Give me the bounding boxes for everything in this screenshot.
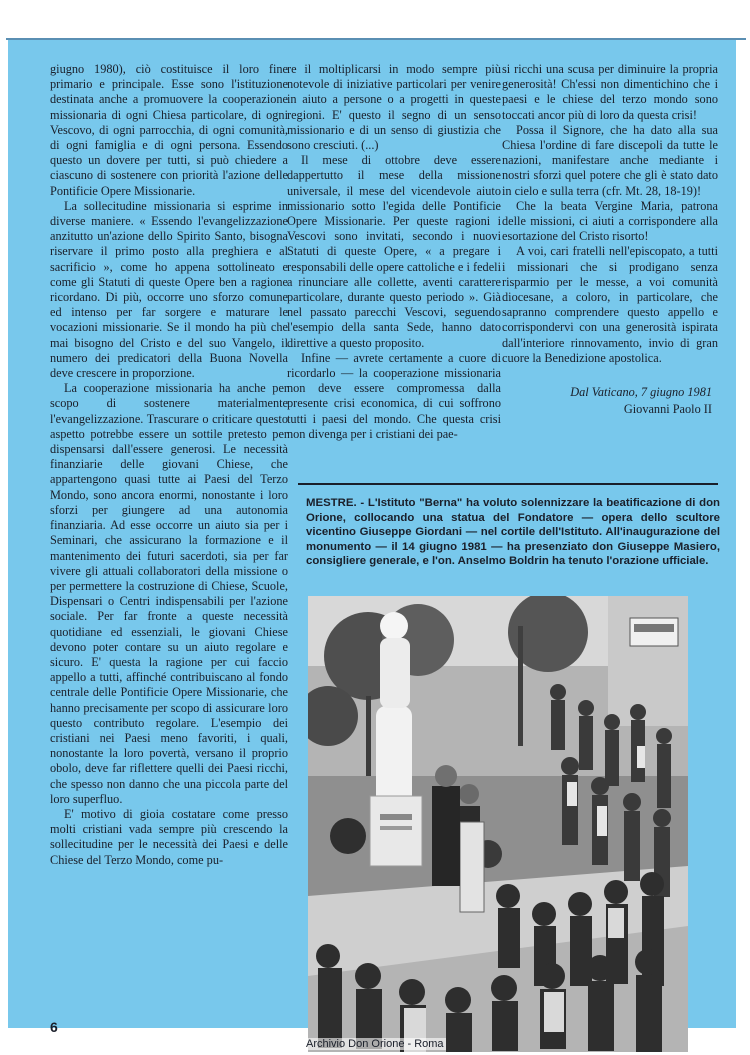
paragraph: si ricchi una scusa per diminuire la propria generosità! Ch'essi non dimentichino che i paesi e le chiese del terzo mondo sono toccati ancor più di loro da questa crisi! [502,62,718,122]
paragraph: La cooperazione missionaria ha anche per scopo di sostenere materialmente l'evangelizzazione. Trascurare o criticare questo aspetto potrebbe essere un sottile pretesto per dispensarsi dall'essere generosi. Le necessità finanziarie delle giovani Chiese, che appartengono quasi tutte ai Paesi del Terzo Mondo, sono ancora enormi, nonostante i loro sforzi per giungere ad una autonomia finanziaria. Ad esse occorre un aiuto sia per i Seminari, che assicurano la formazione e il mantenimento dei futuri sacerdoti, sia per far vivere gli attuali collaboratori della missione o per permettere la costruzione di Chiese, Scuole, Dispensari o Centri indispensabili per l'azione sociale. Per far fronte a queste necessità quotidiane ed essenziali, le giovani Chiese devono poter contare su un aiuto regolare e sicuro. E' questa la ragione per cui faccio appello a tutti, affinché contribuiscano al fondo centrale delle Pontificie Opere Missionarie, che hanno precisamente per scopo di assicurare loro questo contributo regolare. L'esempio dei cristiani nei Paesi meno favoriti, i quali, nonostante la loro povertà, versano il proprio obolo, deve far riflettere quelli dei Paesi ricchi, che spesso non danno che una piccola parte del loro superfluo. [50,381,288,806]
paragraph: La sollecitudine missionaria si esprime in diverse maniere. « Essendo l'evangelizzazione anzitutto un'azione dello Spirito Santo, bisogna riservare il primo posto alla preghiera e al sacrificio », come ho appena sottolineato e come gli Statuti di queste Opere ben a ragione ricordano. Di più, occorre uno sforzo comune ed intenso per far sorgere e maturare le vocazioni missionarie. Se il mondo ha più che mai bisogno del Cristo e del suo Vangelo, il numero dei predicatori della Buona Novella deve crescere in proporzione. [50,198,288,381]
paragraph: Possa il Signore, che ha dato alla sua Chiesa l'ordine di fare discepoli da tutte le nazioni, manifestare anche mediante i nostri sforzi quel potere che gli è stato dato in cielo e sulla terra (cfr. Mt. 28, 18-19)! [502,122,718,198]
article-column-1 [50,62,288,868]
paragraph: re il moltiplicarsi in modo sempre più notevole di iniziative particolari per venire in aiuto a persone o a progetti in queste regioni. E' questo il segno di un senso missionario e di un senso di giustizia che sono cresciuti. (...) [287,62,501,153]
paragraph: Che la beata Vergine Maria, patrona delle missioni, ci aiuti a corrispondere alla esortazione del Cristo risorto! [502,198,718,244]
signature-name: Giovanni Paolo II [623,402,712,416]
paragraph: A voi, cari fratelli nell'episcopato, a tutti i missionari che si prodigano senza risparmio per le messe, a voi comunità diocesane, a coloro, in particolare, che sapranno comprendere questo appello e corrispondervi con una generosità ispirata dall'interiore rinnovamento, invio di gran cuore la Benedizione apostolica. [502,244,718,365]
article-column-3 [502,62,718,366]
paragraph: Infine — avrete certamente a cuore di ricordarlo — la cooperazione missionaria non deve essere compromessa dalla presente crisi economica, di cui soffrono tutti i paesi del mondo. Che questa crisi non divenga per i cristiani dei pae- [287,350,501,441]
caption-divider [298,483,718,485]
paragraph: E' motivo di gioia costatare come presso molti cristiani vada sempre più crescendo la sollecitudine per le necessità dei Paesi e delle Chiese del Terzo Mondo, come pu- [50,806,288,867]
article-column-2 [287,62,501,442]
paragraph: giugno 1980), ciò costituisce il loro fine primario e principale. Esse sono l'istituzione destinata anche a promuovere la cooperazione missionaria di ogni Chiesa particolare, di ogni Vescovo, di ogni parrocchia, di ogni comunità, di ogni famiglia e di ogni persona. Essendo questo un dovere per tutti, si può chiedere a ciascuno di sostenere con priorità l'azione delle Pontificie Opere Missionarie. [50,62,288,198]
statue-inauguration-photo [308,596,688,1052]
photo-caption: MESTRE. - L'Istituto "Berna" ha voluto solennizzare la beatificazione di don Orione, collocando una statua del Fondatore — opera dello scultore vicentino Giuseppe Giordani — nel cortile dell'Istituto. All'inaugurazione del monumento — il 14 giugno 1981 — ha presenziato don Giuseppe Masiero, consigliere generale, e l'on. Anselmo Boldrin ha tenuto l'orazione ufficiale. [306,497,720,568]
paragraph: Il mese di ottobre deve essere dappertutto il mese della missione universale, il mese del vicendevole aiuto missionario sotto l'egida delle Pontificie Opere Missionarie. Per queste ragioni i Vescovi sono invitati, secondo i nuovi Statuti di queste Opere, « a pregare i responsabili delle opere cattoliche e i fedeli a rinunciare alle collette, aventi carattere particolare, durante questo periodo ». Già nel passato parecchi Vescovi, seguendo l'esempio della santa Sede, hanno dato direttive a questo proposito. [287,153,501,350]
page-number: 6 [50,1019,58,1035]
signature-date: Dal Vaticano, 7 giugno 1981 [570,385,712,399]
archive-footer: Archivio Don Orione - Roma [306,1038,444,1050]
photo-illustration [308,596,688,1052]
